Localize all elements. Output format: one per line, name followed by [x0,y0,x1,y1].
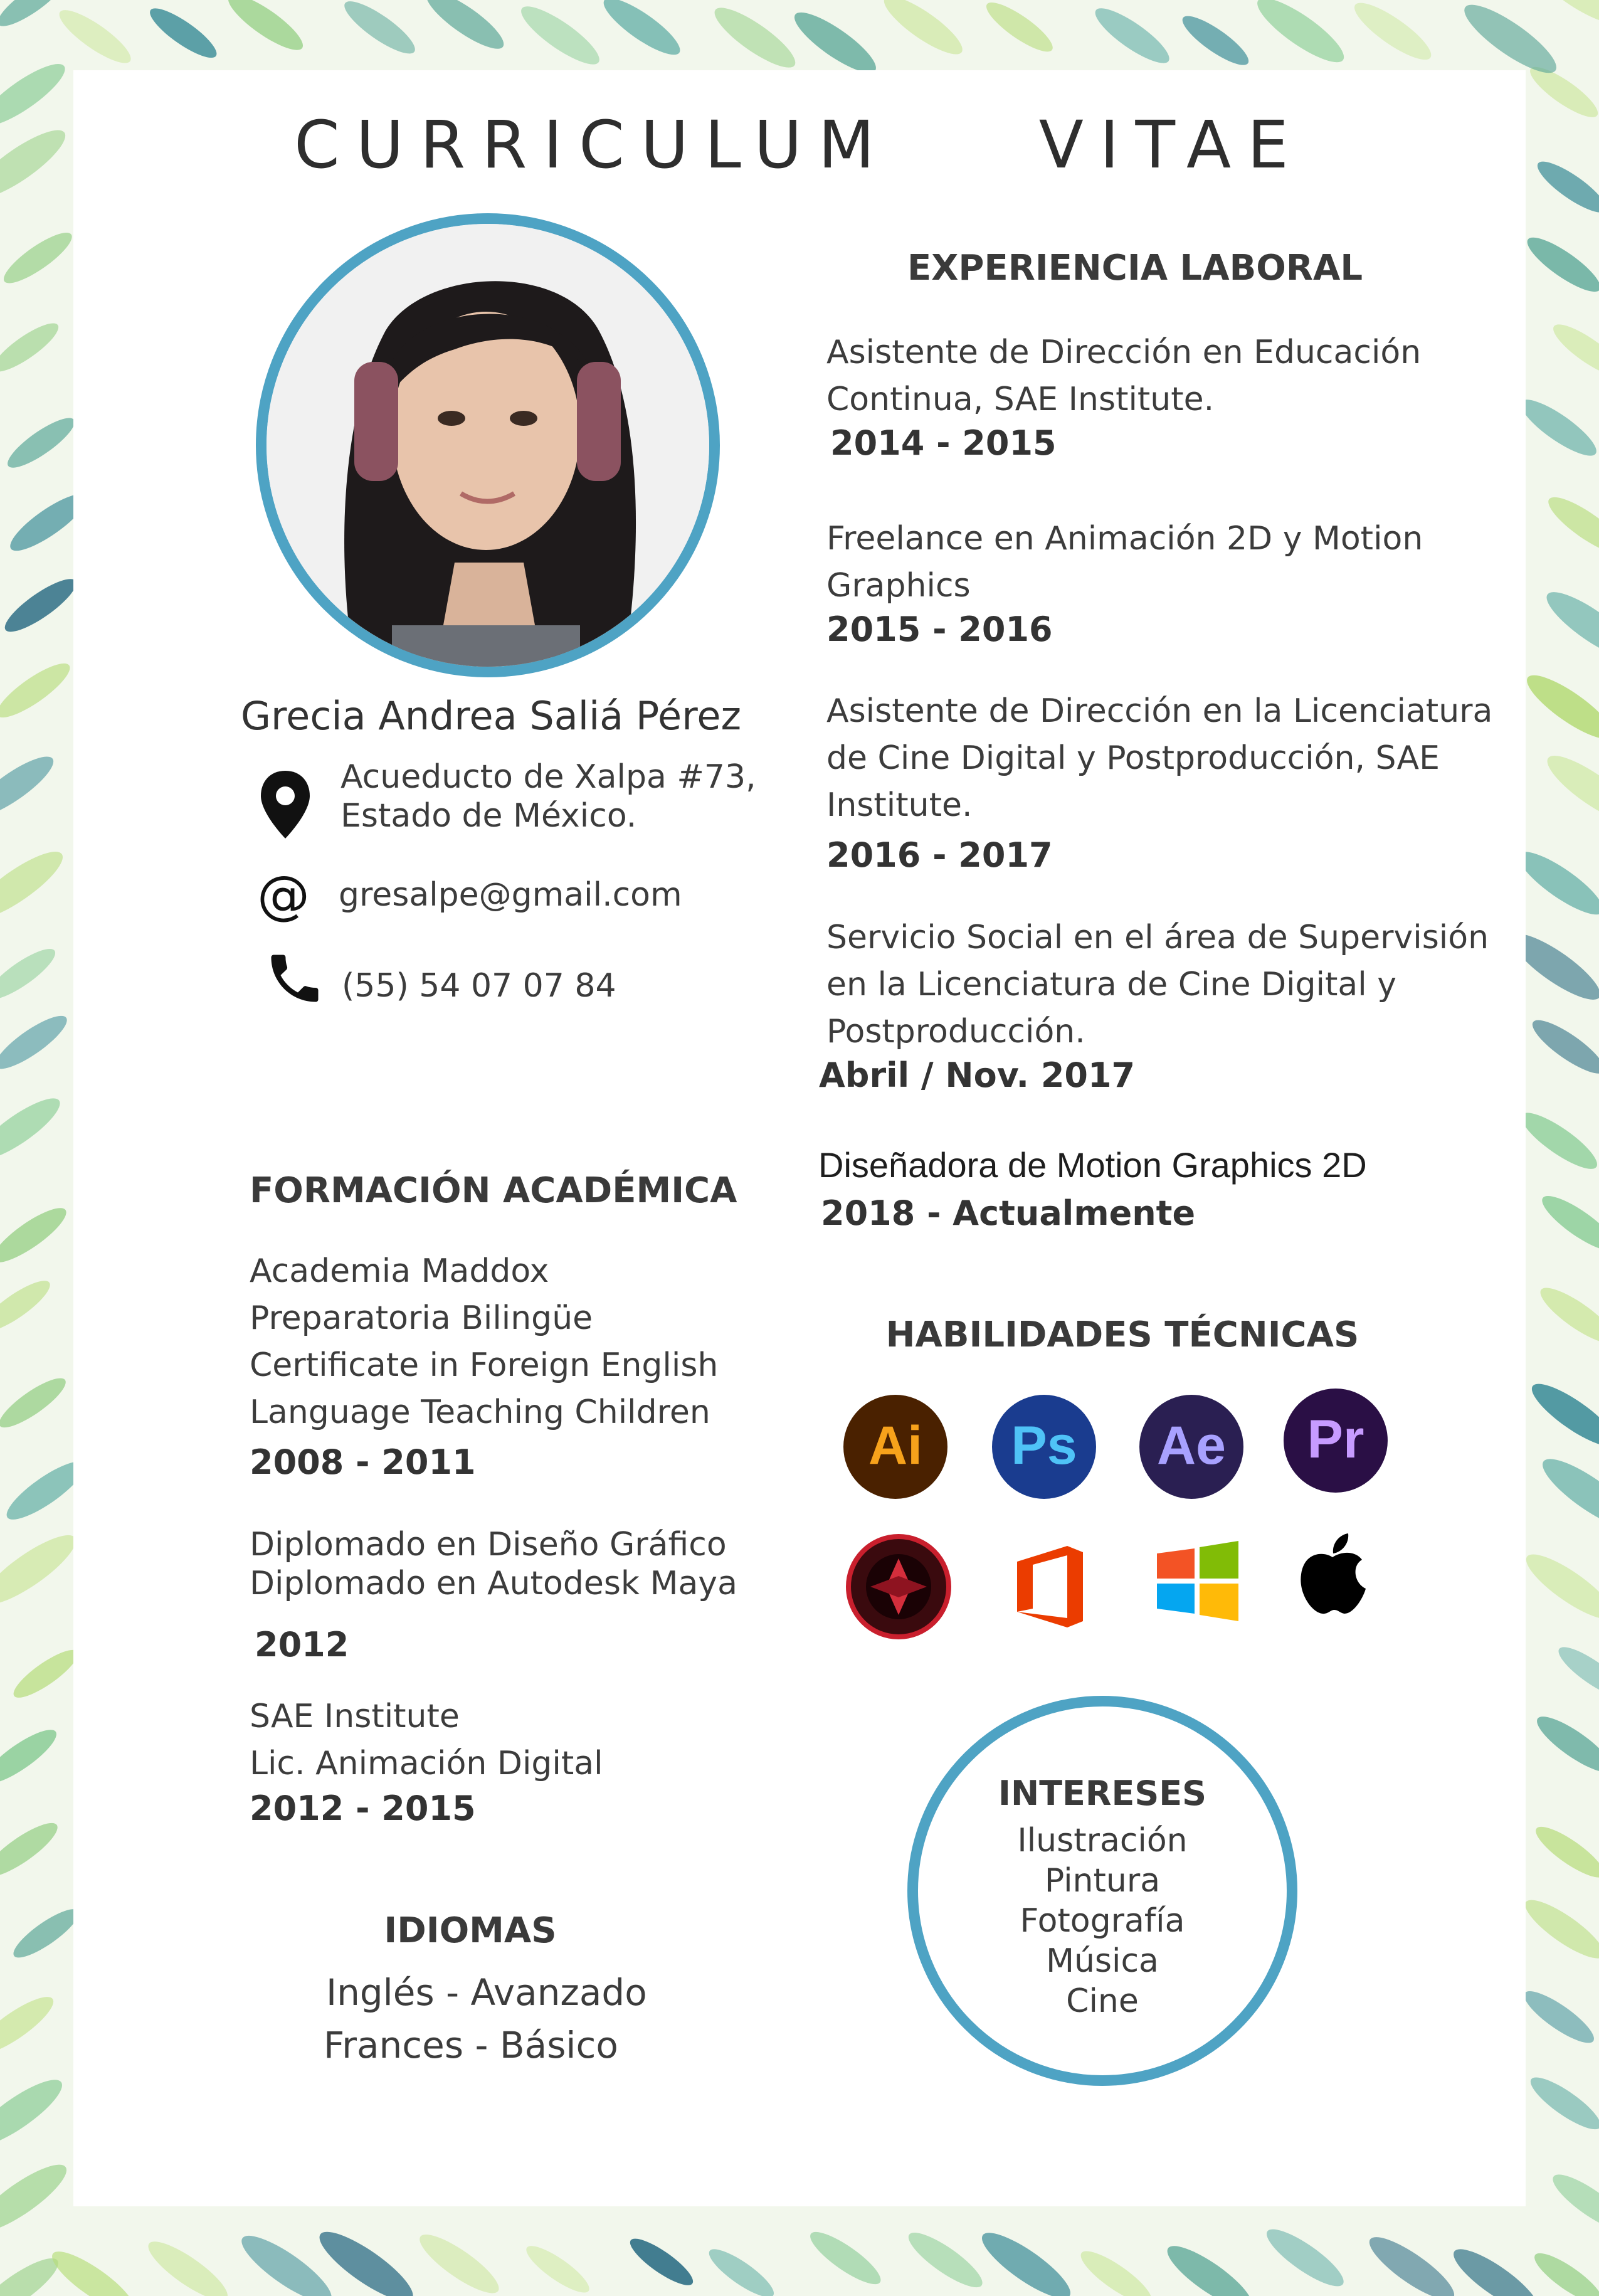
education-line: Diplomado en Diseño Gráfico [250,1526,727,1563]
interests-heading: INTERESES [998,1774,1207,1813]
phone[interactable]: (55) 54 07 07 84 [342,967,616,1005]
illustrator-icon [842,1394,949,1500]
experience-heading: EXPERIENCIA LABORAL [907,248,1363,288]
experience-item [826,688,1492,875]
language-item: Frances - Básico [324,2024,618,2066]
location-pin-icon [257,768,314,840]
illustrator-icon-label: Ai [868,1415,922,1476]
photoshop-icon [991,1394,1097,1500]
experience-line: Asistente de Dirección en Educación [826,334,1422,371]
education-line: Academia Maddox [250,1252,549,1290]
premiere-icon-label: Pr [1307,1409,1364,1469]
experience-item [819,914,1489,1095]
education-line: SAE Institute [250,1698,460,1735]
profile-photo [256,213,720,677]
experience-line: Continua, SAE Institute. [826,381,1215,418]
interest-item: Música [1046,1942,1159,1980]
windows-icon [1144,1528,1251,1635]
experience-years: 2018 - Actualmente [821,1193,1196,1233]
language-item: Inglés - Avanzado [326,1971,647,2014]
after-effects-icon [1138,1394,1245,1500]
education-line: Preparatoria Bilingüe [250,1299,593,1337]
languages-heading: IDIOMAS [384,1910,557,1951]
office-icon [998,1533,1105,1640]
address-line: Acueducto de Xalpa #73, [340,758,756,796]
education-line: Certificate in Foreign English [250,1346,719,1384]
photoshop-icon-label: Ps [1011,1415,1077,1476]
experience-line: de Cine Digital y Postproducción, SAE [826,739,1440,777]
at-sign-icon: @ [257,864,310,926]
education-years: 2008 - 2011 [250,1442,476,1482]
apple-icon [1279,1521,1386,1627]
education-heading: FORMACIÓN ACADÉMICA [250,1170,737,1211]
experience-years: 2014 - 2015 [830,423,1057,463]
experience-item [818,1141,1367,1233]
experience-line: Graphics [826,567,971,605]
education-line: Language Teaching Children [250,1394,710,1431]
education-line: Diplomado en Autodesk Maya [250,1565,737,1602]
premiere-icon [1282,1387,1389,1494]
experience-years: Abril / Nov. 2017 [819,1055,1136,1095]
experience-years: 2015 - 2016 [826,610,1053,649]
skills-heading: HABILIDADES TÉCNICAS [885,1315,1359,1355]
experience-line: Diseñadora de Motion Graphics 2D [818,1145,1367,1185]
phone-icon [263,947,326,1010]
davinci-resolve-icon [845,1533,952,1640]
interest-item: Fotografía [1020,1902,1185,1940]
experience-line: Asistente de Dirección en la Licenciatura [826,692,1493,730]
experience-line: Institute. [826,786,973,824]
address [340,758,756,835]
education-years: 2012 [255,1625,349,1664]
interest-item: Pintura [1044,1862,1161,1900]
education-item [250,1248,718,1482]
experience-line: Postproducción. [826,1013,1085,1050]
interests-block [907,1774,1297,2021]
after-effects-icon-label: Ae [1157,1415,1226,1476]
experience-years: 2016 - 2017 [826,835,1053,875]
education-line: Lic. Animación Digital [250,1745,603,1782]
full-name: Grecia Andrea Saliá Pérez [241,693,742,739]
experience-item [826,329,1421,463]
address-line: Estado de México. [340,797,637,835]
experience-line: en la Licenciatura de Cine Digital y [826,966,1397,1003]
page-title: CURRICULUM VITAE [294,107,1305,183]
avatar [266,224,709,667]
experience-line: Freelance en Animación 2D y Motion [826,520,1423,558]
experience-line: Servicio Social en el área de Supervisión [826,919,1489,956]
education-years: 2012 - 2015 [250,1789,476,1828]
interest-item: Ilustración [1017,1822,1188,1860]
education-item [250,1693,603,1828]
experience-item [826,516,1423,649]
interest-item: Cine [1066,1982,1139,2020]
email[interactable]: gresalpe@gmail.com [339,876,682,914]
education-item [250,1525,737,1664]
